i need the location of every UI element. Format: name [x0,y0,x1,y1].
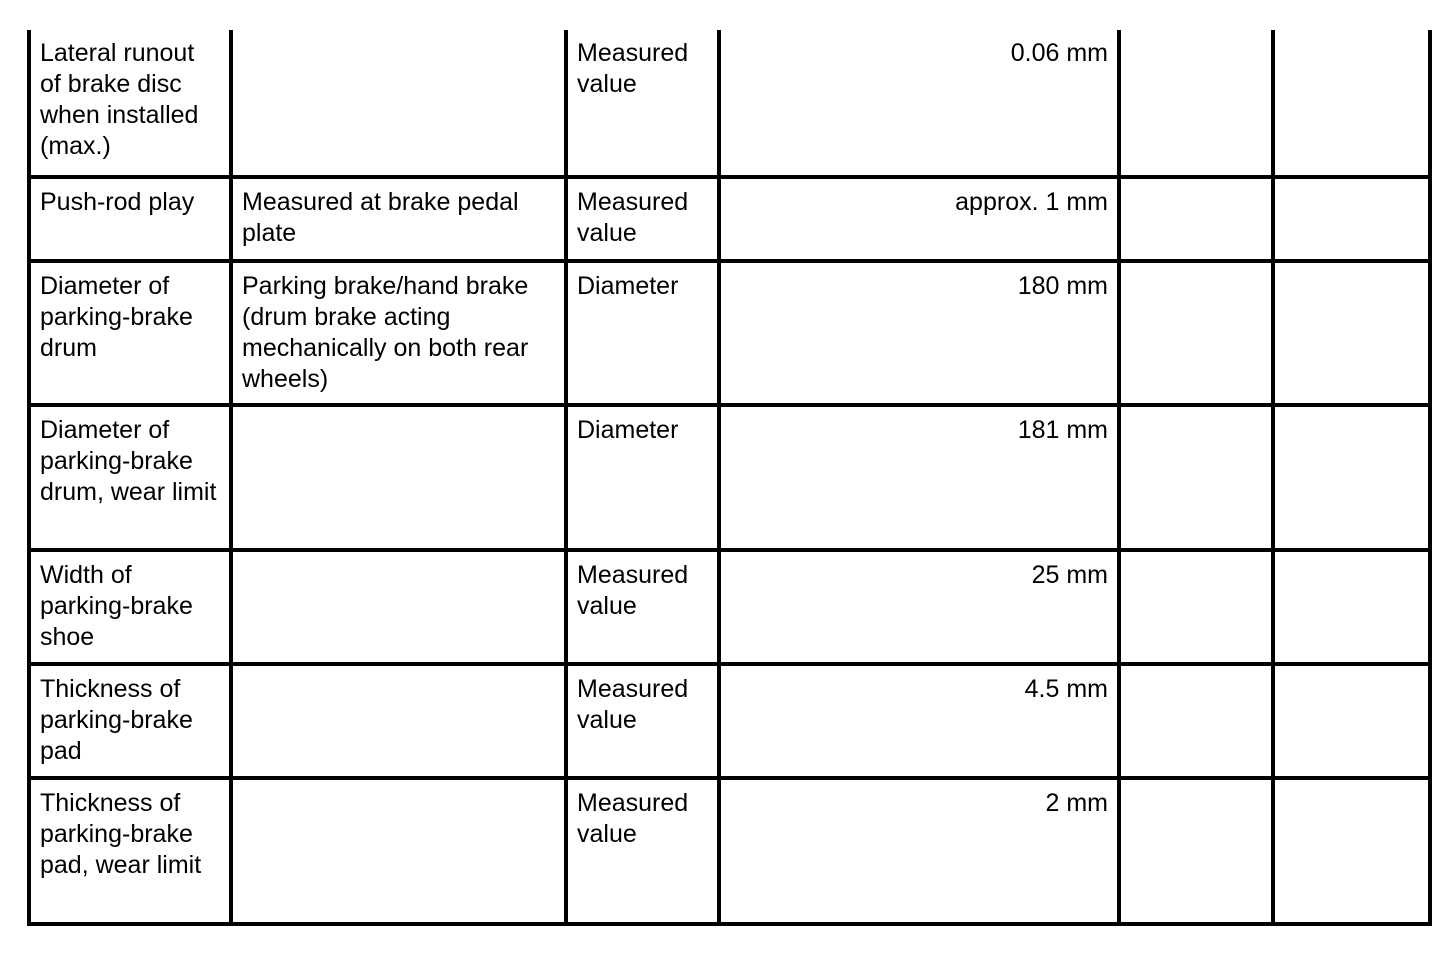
empty-cell [1119,550,1273,664]
type-cell: Measured value [566,778,719,924]
condition-cell: Measured at brake pedal plate [231,177,566,261]
value-cell: 25 mm [719,550,1119,664]
type-cell: Measured value [566,177,719,261]
type-cell: Measured value [566,30,719,177]
table-row [29,664,1430,778]
item-cell: Diameter of parking-brake drum [29,261,231,405]
table-row [29,550,1430,664]
table-row [29,405,1430,550]
condition-cell [231,664,566,778]
value-cell: 181 mm [719,405,1119,550]
item-cell: Push-rod play [29,177,231,261]
table-row [29,30,1430,177]
condition-cell: Parking brake/hand brake (drum brake acting mechanically on both rear wheels) [231,261,566,405]
type-cell: Diameter [566,261,719,405]
value-cell: 0.06 mm [719,30,1119,177]
table-row [29,261,1430,405]
condition-cell [231,778,566,924]
empty-cell [1119,405,1273,550]
condition-cell [231,550,566,664]
empty-cell [1273,30,1430,177]
condition-cell [231,405,566,550]
value-cell: 4.5 mm [719,664,1119,778]
empty-cell [1273,778,1430,924]
condition-cell [231,30,566,177]
empty-cell [1119,778,1273,924]
empty-cell [1273,405,1430,550]
empty-cell [1273,664,1430,778]
item-cell: Diameter of parking-brake drum, wear limit [29,405,231,550]
item-cell: Lateral runout of brake disc when installed (max.) [29,30,231,177]
type-cell: Measured value [566,550,719,664]
item-cell: Width of parking-brake shoe [29,550,231,664]
empty-cell [1119,30,1273,177]
empty-cell [1119,177,1273,261]
value-cell: 180 mm [719,261,1119,405]
type-cell: Measured value [566,664,719,778]
empty-cell [1273,177,1430,261]
empty-cell [1273,261,1430,405]
empty-cell [1273,550,1430,664]
table-row [29,177,1430,261]
empty-cell [1119,664,1273,778]
type-cell: Diameter [566,405,719,550]
table-row [29,778,1430,924]
empty-cell [1119,261,1273,405]
item-cell: Thickness of parking-brake pad [29,664,231,778]
item-cell: Thickness of parking-brake pad, wear limit [29,778,231,924]
spec-table [27,30,1432,926]
value-cell: approx. 1 mm [719,177,1119,261]
value-cell: 2 mm [719,778,1119,924]
